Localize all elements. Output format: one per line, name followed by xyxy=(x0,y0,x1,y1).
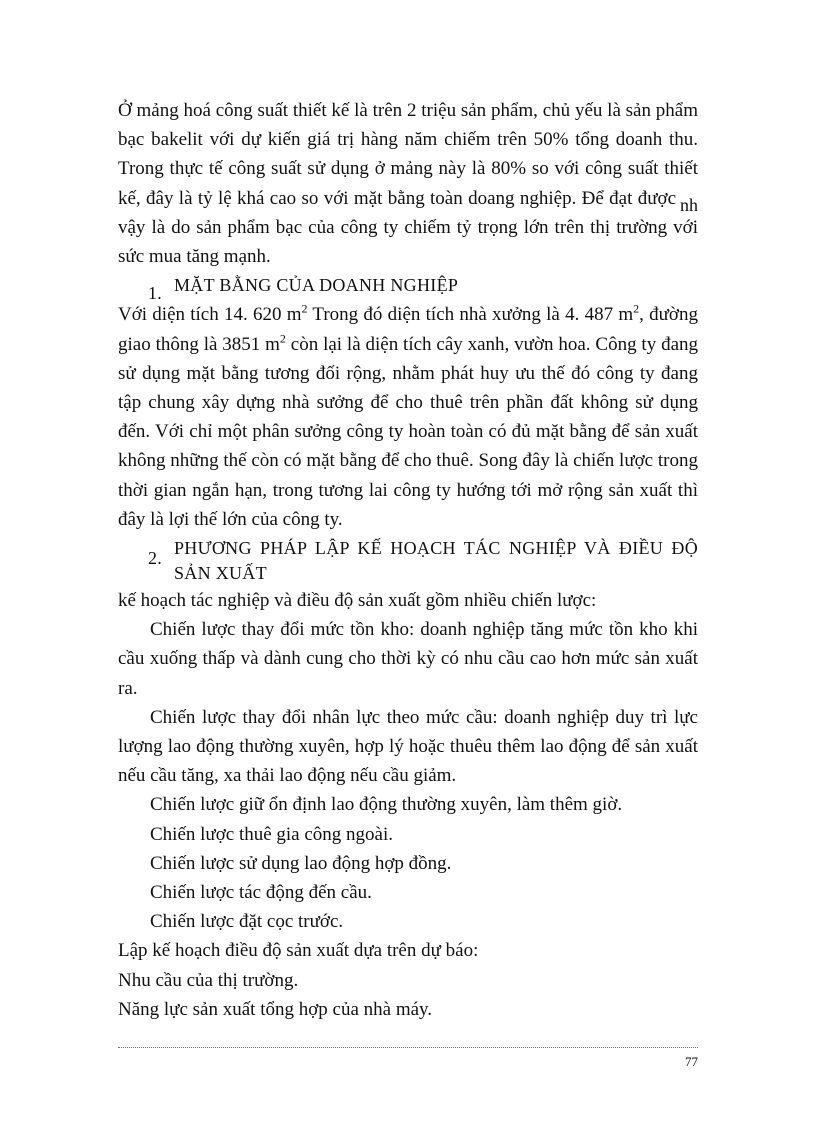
paragraph-contract-labor-strategy: Chiến lược sử dụng lao động hợp đồng. xyxy=(150,852,452,874)
paragraph-plant-capacity: Năng lực sản xuất tổng hợp của nhà máy. xyxy=(118,998,433,1020)
paragraph-text: Với diện tích 14. 620 m xyxy=(118,304,302,326)
paragraph-text: , đường giao thông là 3851 m xyxy=(118,304,698,355)
heading-number: 2. xyxy=(148,548,163,569)
stray-subscript: nh xyxy=(680,194,698,215)
paragraph-deposit-strategy: Chiến lược đặt cọc trước. xyxy=(150,911,344,933)
paragraph-outsourcing-strategy: Chiến lược thuê gia công ngoài. xyxy=(150,823,394,845)
paragraph-premises xyxy=(118,300,698,534)
paragraph-market-demand: Nhu cầu của thị trường. xyxy=(118,969,299,991)
paragraph-text: Ở mảng hoá công suất thiết kế là trên 2 triệu sản phẩm, chủ yếu là sản phẩm bạc bakelit với dự kiến giá trị hàng năm chiếm trên 50% tổng doanh thu. Trong thực tế công suất sử dụng ở mảng này là 80% so với công suất thiết kế, đây là tỷ lệ khá cao so với mặt bằng toàn doang nghiệp. Để đạt được xyxy=(118,100,698,209)
paragraph-intro: kế hoạch tác nghiệp và điều độ sản xuất gồm nhiều chiến lược: xyxy=(118,590,597,612)
superscript: 2 xyxy=(633,302,640,317)
paragraph-workforce-strategy: Chiến lược thay đổi nhân lực theo mức cầu: doanh nghiệp duy trì lực lượng lao động thường xuyên, hợp lý hoặc thuêu thêm lao động để sản xuất nếu cầu tăng, xa thải lao động nếu cầu giảm. xyxy=(118,706,698,787)
paragraph-capacity xyxy=(118,96,698,271)
footer-divider xyxy=(118,1047,698,1048)
superscript: 2 xyxy=(301,302,308,317)
paragraph-text: còn lại là diện tích cây xanh, vườn hoa. Công ty đang sử dụng mặt bằng tương đối rộng, nhằm phát huy ưu thế đó công ty đang tập chung xây dựng nhà sưởng để cho thuê trên phần đất không sử dụng đến. Với chỉ một phân sưởng công ty hoàn toàn có đủ mặt bằng để sản xuất không những thế còn có mặt bằng để cho thuê. Song đây là chiến lược trong thời gian ngắn hạn, trong tương lai công ty hướng tới mở rộng sản xuất thì đây là lợi thế lớn của công ty. xyxy=(118,333,698,530)
paragraph-overtime-strategy: Chiến lược giữ ổn định lao động thường xuyên, làm thêm giờ. xyxy=(150,794,623,816)
section-heading-2 xyxy=(118,536,698,586)
paragraph-forecast-plan: Lập kế hoạch điều độ sản xuất dựa trên dự báo: xyxy=(118,940,479,962)
paragraph-text: Trong đó diện tích nhà xưởng là 4. 487 m xyxy=(307,304,634,326)
superscript: 2 xyxy=(279,331,286,346)
paragraph-demand-strategy: Chiến lược tác động đến cầu. xyxy=(150,882,372,904)
document-page xyxy=(118,96,698,1024)
page-number: 77 xyxy=(685,1054,698,1069)
heading-text: MẶT BẰNG CỦA DOANH NGHIỆP xyxy=(174,275,459,296)
paragraph-text: vậy là do sản phẩm bạc của công ty chiếm tỷ trọng lớn trên thị trường với sức mua tăng mạnh. xyxy=(118,216,698,268)
heading-text: PHƯƠNG PHÁP LẬP KẾ HOẠCH TÁC NGHIỆP VÀ ĐIỀU ĐỘ SẢN XUẤT xyxy=(174,538,698,584)
paragraph-inventory-strategy: Chiến lược thay đổi mức tồn kho: doanh nghiệp tăng mức tồn kho khi cầu xuống thấp và dành cung cho thời kỳ có nhu cầu cao hơn mức sản xuất ra. xyxy=(118,619,698,699)
heading-number: 1. xyxy=(148,283,163,304)
section-heading-1 xyxy=(118,271,698,304)
